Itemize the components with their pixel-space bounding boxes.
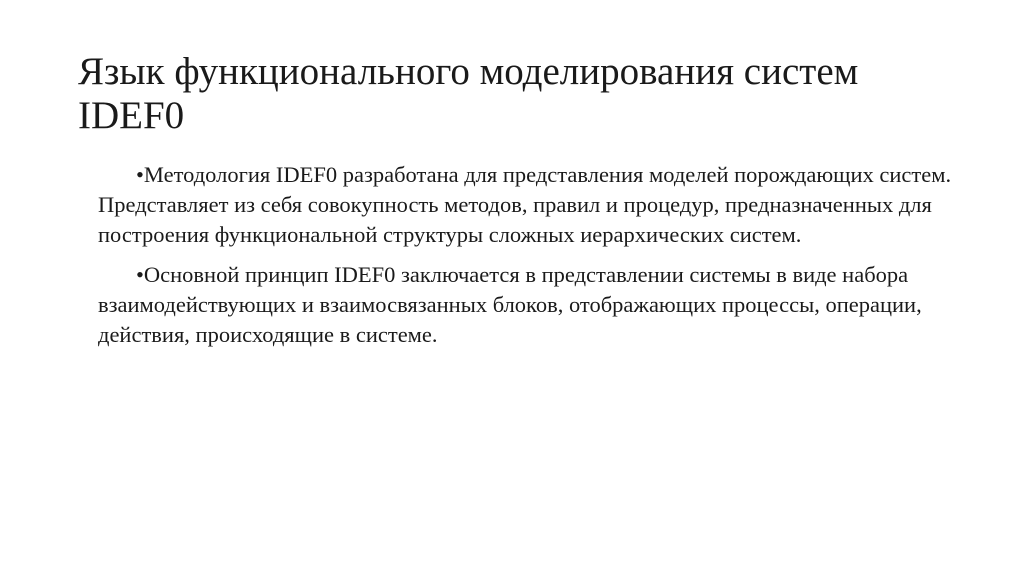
paragraph-1-text: Методология IDEF0 разработана для представления моделей порождающих систем. Представляет из себя совокупность методов, правил и процедур, предназначенных для построения функциональной структуры сложных иерархических систем. xyxy=(98,162,952,247)
paragraph-2 xyxy=(98,260,958,350)
slide-content xyxy=(98,160,958,360)
slide-title: Язык функционального моделирования систем IDEF0 xyxy=(78,50,859,137)
bullet-1: • xyxy=(136,162,144,187)
bullet-2: • xyxy=(136,262,144,287)
paragraph-1 xyxy=(98,160,958,250)
paragraph-2-text: Основной принцип IDEF0 заключается в представлении системы в виде набора взаимодействующих и взаимосвязанных блоков, отображающих процессы, операции, действия, происходящие в системе. xyxy=(98,262,922,347)
